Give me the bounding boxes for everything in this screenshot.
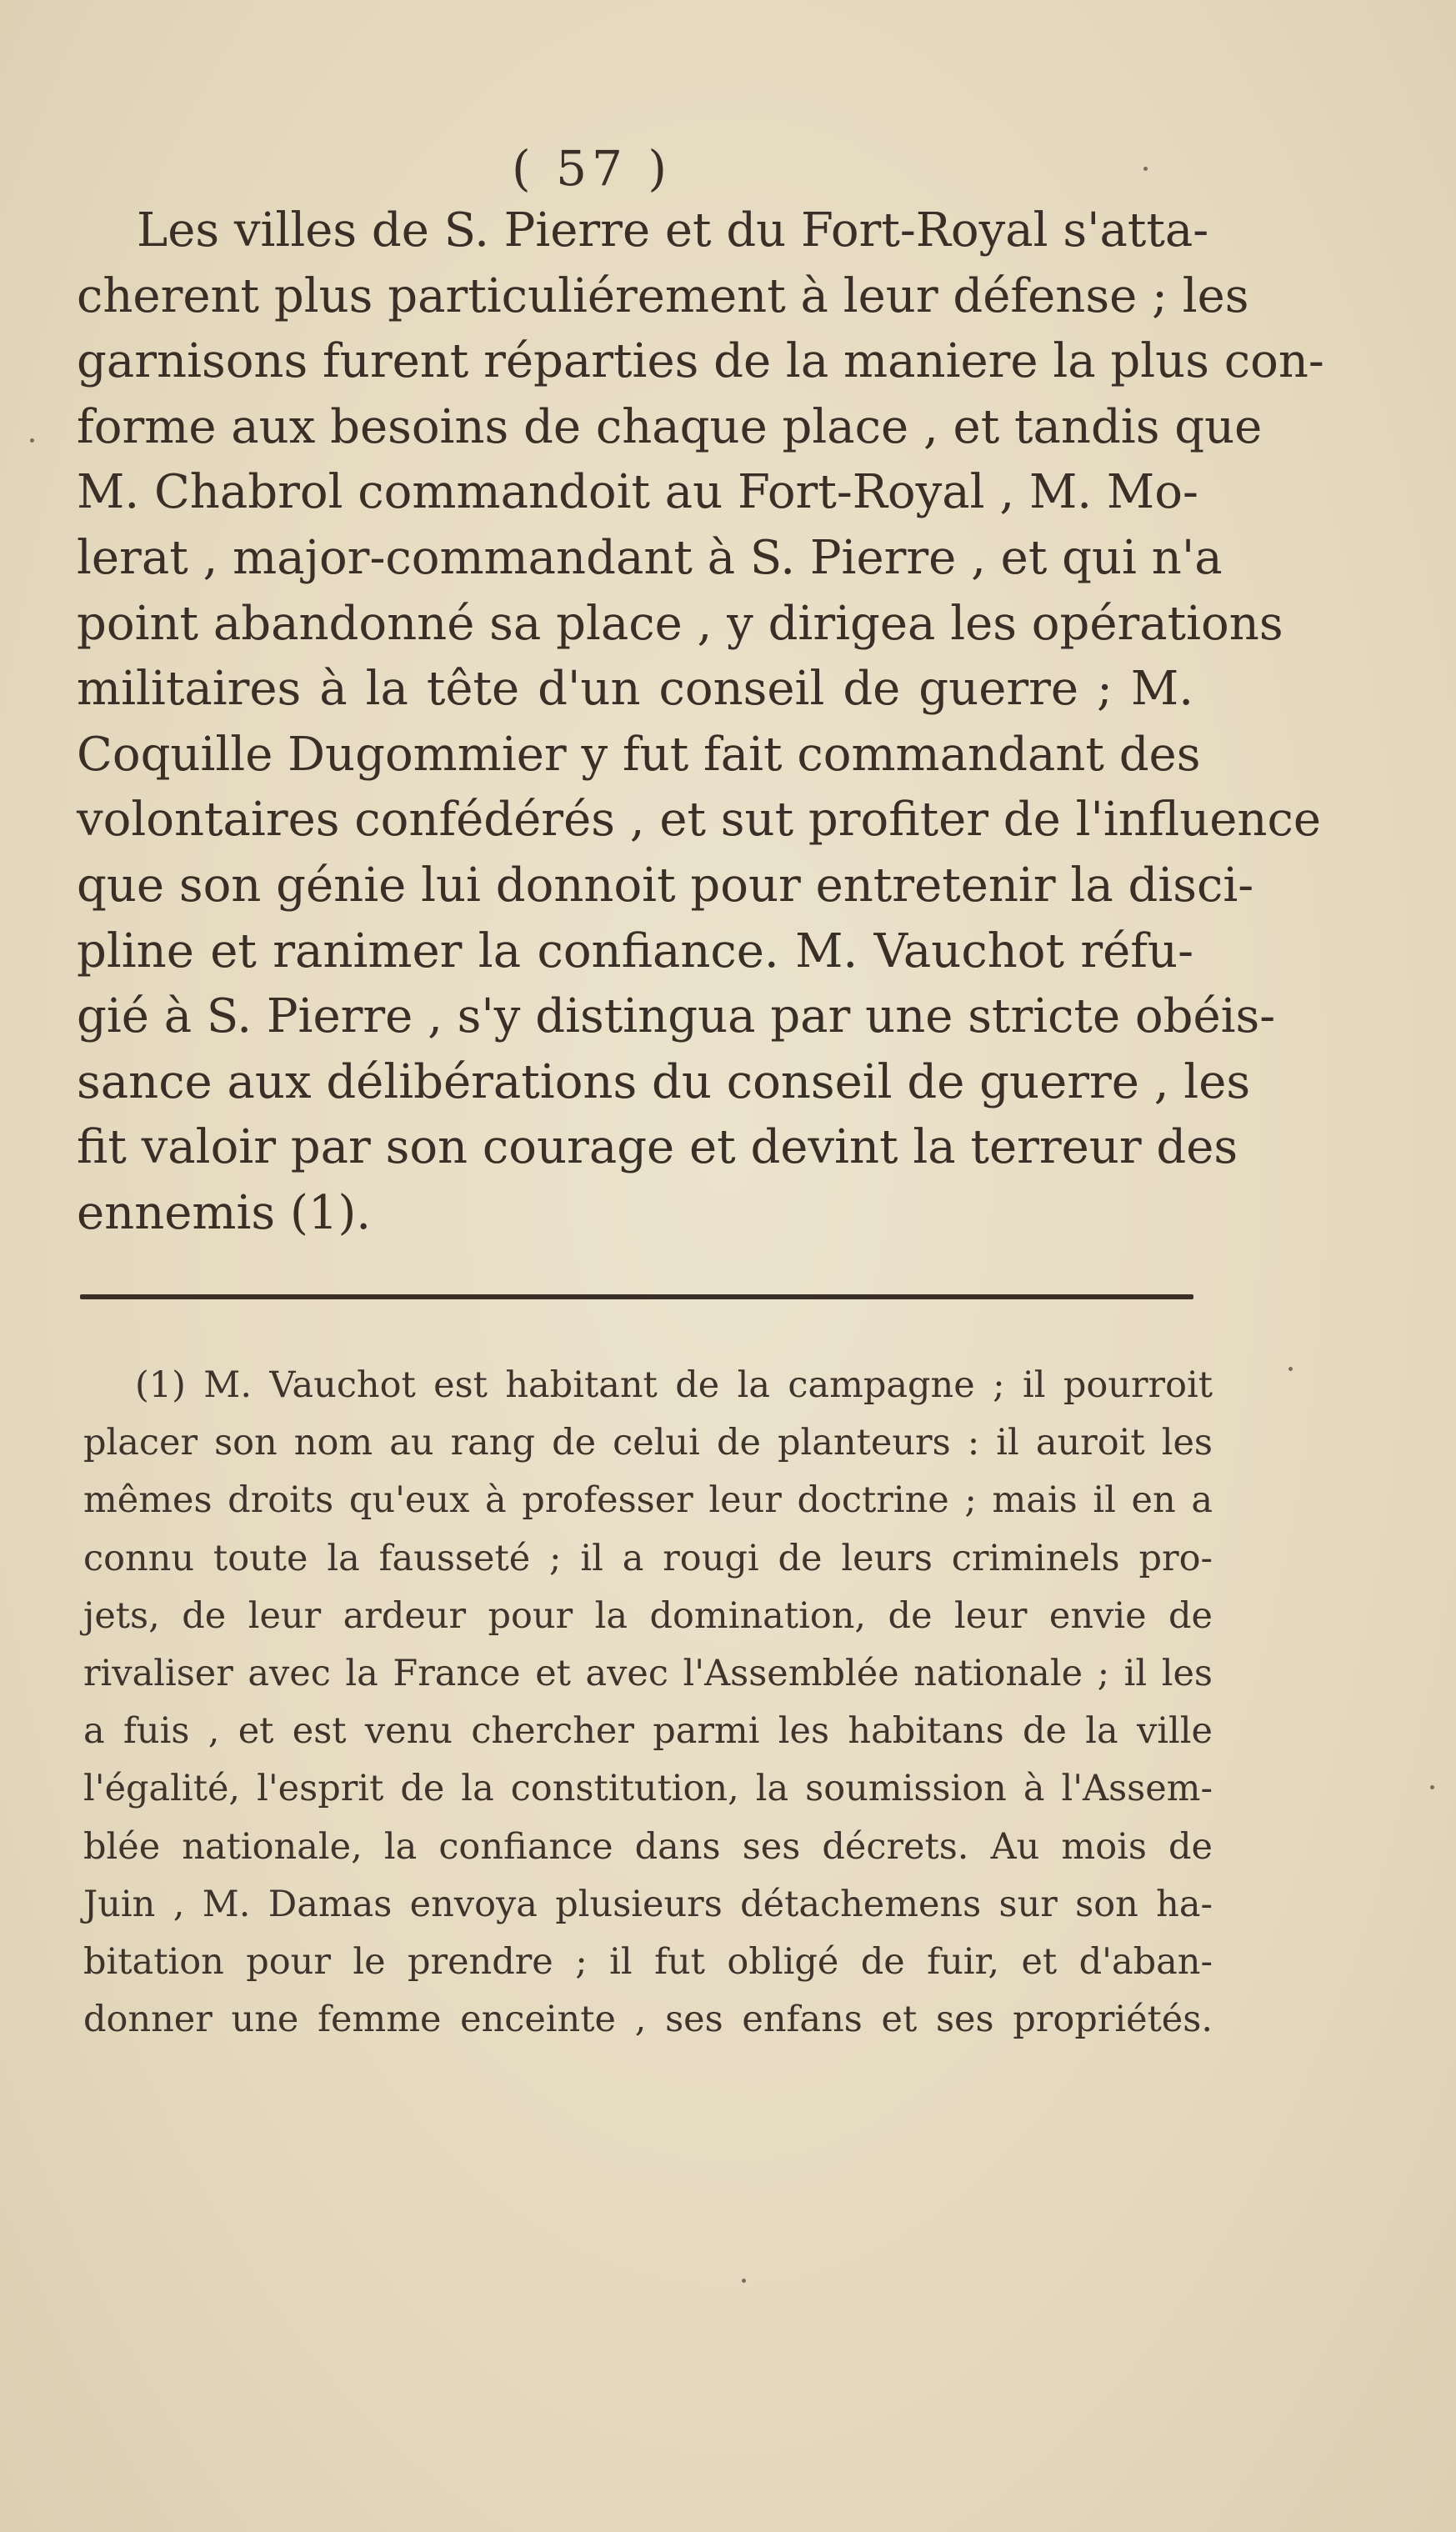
body-line: point abandonné sa place , y dirigea les opérations [77, 596, 1283, 651]
footnote-line: placer son nom au rang de celui de planteurs : il auroit les [83, 1422, 1213, 1464]
body-line: Coquille Dugommier y fut fait commandant des [77, 727, 1201, 782]
body-line: sance aux délibérations du conseil de guerre , les [77, 1054, 1251, 1109]
footnote-divider [80, 1294, 1193, 1299]
body-line: que son génie lui donnoit pour entretenir la disci- [77, 858, 1254, 913]
body-line: ennemis (1). [77, 1185, 372, 1240]
footnote-line: Juin , M. Damas envoya plusieurs détachemens sur son ha- [83, 1883, 1213, 1925]
footnote-line: jets, de leur ardeur pour la domination, de leur envie de [83, 1594, 1213, 1637]
body-line: garnisons furent réparties de la maniere la plus con- [77, 334, 1324, 389]
footnote-line: rivaliser avec la France et avec l'Assemblée nationale ; il les [83, 1652, 1213, 1694]
body-line: militaires à la tête d'un conseil de guerre ; M. [77, 662, 1193, 717]
body-line: M. Chabrol commandoit au Fort-Royal , M. Mo- [77, 465, 1198, 520]
footnote-line: a fuis , et est venu chercher parmi les habitans de la ville [83, 1710, 1213, 1753]
footnote-line: blée nationale, la confiance dans ses décrets. Au mois de [83, 1825, 1213, 1868]
paper-speck [1430, 1785, 1434, 1789]
footnote-line: mêmes droits qu'eux à professer leur doctrine ; mais il en a [83, 1479, 1213, 1522]
footnote-line: l'égalité, l'esprit de la constitution, la soumission à l'Assem- [83, 1768, 1213, 1810]
footnote [83, 1357, 1213, 2049]
body-line: cherent plus particuliérement à leur défense ; les [77, 268, 1249, 323]
body-line: fit valoir par son courage et devint la terreur des [77, 1120, 1238, 1175]
footnote-line: bitation pour le prendre ; il fut obligé de fuir, et d'aban- [83, 1940, 1213, 1983]
body-line: Les villes de S. Pierre et du Fort-Royal s'atta- [137, 203, 1209, 258]
paper-speck [1288, 1367, 1293, 1371]
paper-speck [1143, 167, 1148, 171]
footnote-line: (1) M. Vauchot est habitant de la campagne ; il pourroit [135, 1364, 1213, 1406]
main-text [77, 198, 1324, 1247]
footnote-line: donner une femme enceinte , ses enfans et ses propriétés. [83, 1999, 1213, 2041]
body-line: forme aux besoins de chaque place , et tandis que [77, 399, 1263, 454]
page-number: ( 57 ) [512, 140, 672, 197]
footnote-line: connu toute la fausseté ; il a rougi de leurs criminels pro- [83, 1537, 1213, 1579]
body-line: lerat , major-commandant à S. Pierre , et qui n'a [77, 530, 1223, 585]
body-line: gié à S. Pierre , s'y distingua par une stricte obéis- [77, 989, 1276, 1044]
body-line: volontaires confédérés , et sut profiter de l'influence [77, 793, 1321, 848]
paper-speck [30, 438, 34, 443]
paper-speck [742, 2279, 746, 2283]
body-line: pline et ranimer la confiance. M. Vauchot réfu- [77, 923, 1193, 978]
